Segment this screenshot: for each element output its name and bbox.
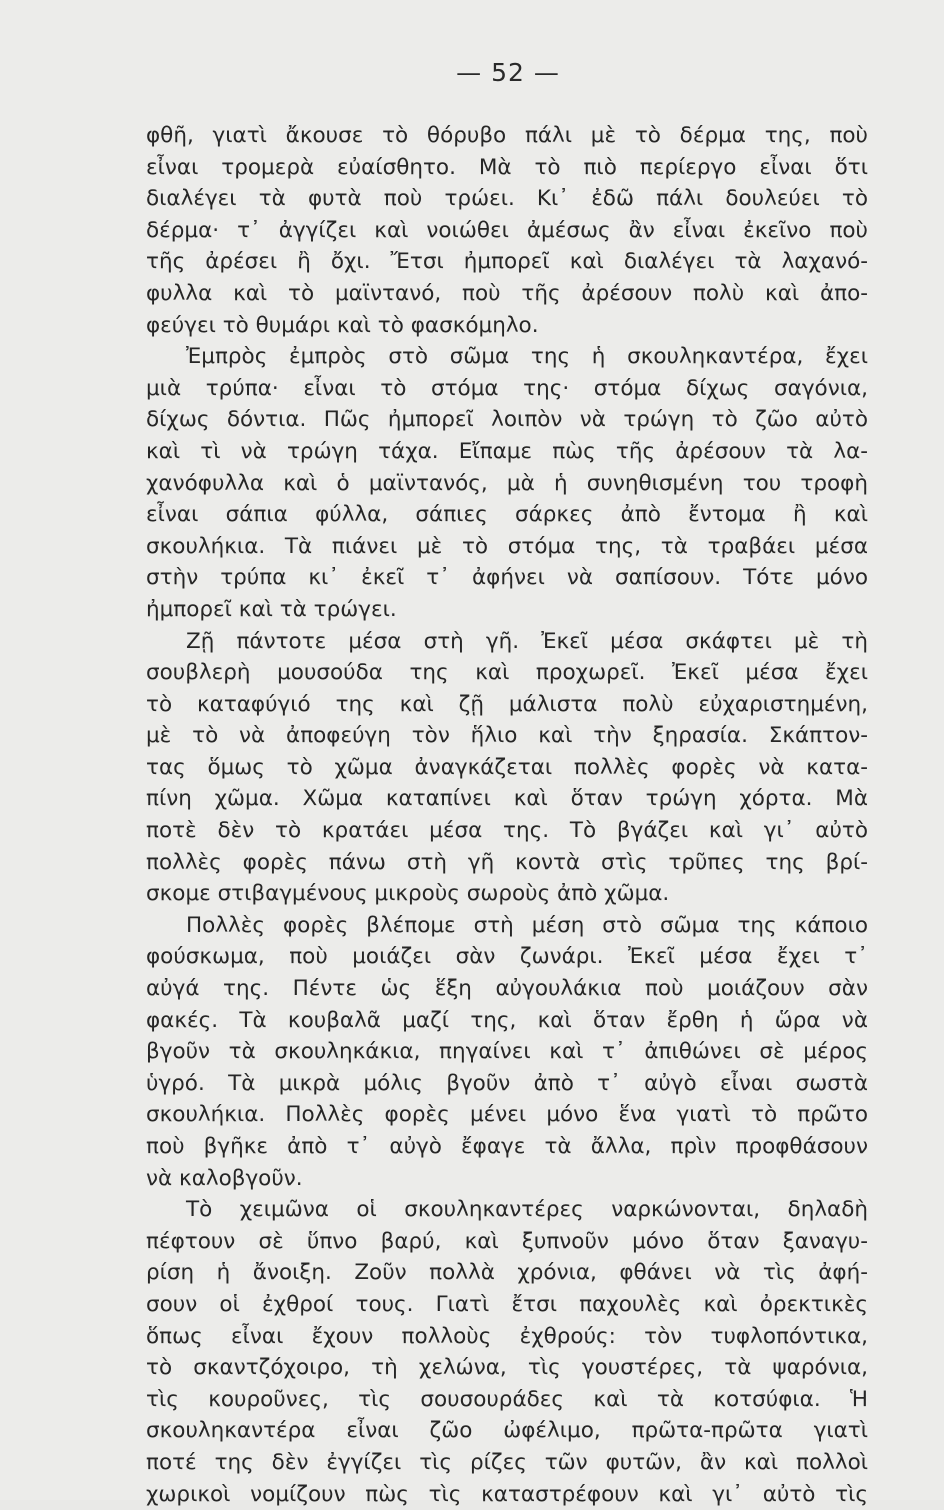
text-line: πέφτουν σὲ ὕπνο βαρύ, καὶ ξυπνοῦν μόνο ὅταν ξαναγυ- — [146, 1228, 868, 1254]
text-line: χωρικοὶ νομίζουν πὼς τὶς καταστρέφουν καὶ γι᾿ αὐτὸ τὶς — [146, 1481, 868, 1507]
text-line: μὲ τὸ νὰ ἀποφεύγη τὸν ἥλιο καὶ τὴν ξηρασία. Σκάπτον- — [146, 723, 868, 749]
text-line: Ἐμπρὸς ἐμπρὸς στὸ σῶμα της ἡ σκουληκαντέρα, ἔχει — [186, 344, 868, 370]
text-line: τὸ σκαντζόχοιρο, τὴ χελώνα, τὶς γουστέρες, τὰ ψαρόνια, — [146, 1355, 868, 1381]
text-line: νὰ καλοβγοῦν. — [146, 1165, 303, 1191]
text-line: Πολλὲς φορὲς βλέπομε στὴ μέση στὸ σῶμα της κάποιο — [186, 912, 868, 938]
text-line: φυλλα καὶ τὸ μαϊντανό, ποὺ τῆς ἀρέσουν πολὺ καὶ ἀπο- — [146, 280, 868, 306]
body-text — [146, 120, 868, 1510]
text-line: τὶς κουροῦνες, τὶς σουσουράδες καὶ τὰ κοτσύφια. Ἡ — [146, 1386, 868, 1412]
text-line: φεύγει τὸ θυμάρι καὶ τὸ φασκόμηλο. — [146, 312, 539, 338]
text-line: ρίση ἡ ἄνοιξη. Ζοῦν πολλὰ χρόνια, φθάνει νὰ τὶς ἀφή- — [146, 1260, 868, 1286]
text-line: σουβλερὴ μουσούδα της καὶ προχωρεῖ. Ἐκεῖ μέσα ἔχει — [146, 660, 868, 686]
text-line: ποὺ βγῆκε ἀπὸ τ᾿ αὐγὸ ἔφαγε τὰ ἄλλα, πρὶν προφθάσουν — [146, 1134, 868, 1159]
text-line: σκομε στιβαγμένους μικροὺς σωροὺς ἀπὸ χῶμα. — [146, 881, 670, 907]
text-line: τὸ καταφύγιό της καὶ ζῇ μάλιστα πολὺ εὐχαριστημένη, — [146, 691, 868, 717]
text-line: μιὰ τρύπα· εἶναι τὸ στόμα της· στόμα δίχως σαγόνια, — [146, 375, 868, 401]
paragraph-4 — [146, 910, 868, 1194]
text-line: σκουλήκια. Τὰ πιάνει μὲ τὸ στόμα της, τὰ τραβάει μέσα — [146, 533, 868, 559]
text-line: πίνη χῶμα. Χῶμα καταπίνει καὶ ὅταν τρώγη χόρτα. Μὰ — [146, 786, 868, 812]
text-line: σκουλήκια. Πολλὲς φορὲς μένει μόνο ἕνα γιατὶ τὸ πρῶτο — [146, 1102, 868, 1128]
text-line: σουν οἱ ἐχθροί τους. Γιατὶ ἔτσι παχουλὲς καὶ ὀρεκτικὲς — [146, 1291, 868, 1317]
text-line: σκουληκαντέρα εἶναι ζῶο ὠφέλιμο, πρῶτα-πρῶτα γιατὶ — [146, 1418, 868, 1444]
text-line: εἶναι τρομερὰ εὐαίσθητο. Μὰ τὸ πιὸ περίεργο εἶναι ὅτι — [146, 154, 868, 180]
text-line: Τὸ χειμῶνα οἱ σκουληκαντέρες ναρκώνονται, δηλαδὴ — [186, 1197, 868, 1223]
paragraph-1 — [146, 120, 868, 341]
text-line: χανόφυλλα καὶ ὁ μαϊντανός, μὰ ἡ συνηθισμένη του τροφὴ — [146, 470, 868, 496]
text-line: τῆς ἀρέσει ἢ ὄχι. Ἔτσι ἠμπορεῖ καὶ διαλέγει τὰ λαχανό- — [146, 249, 868, 275]
page-number: — 52 — — [456, 58, 560, 87]
text-line: καὶ τὶ νὰ τρώγη τάχα. Εἴπαμε πὼς τῆς ἀρέσουν τὰ λα- — [146, 438, 868, 464]
text-line: φακές. Τὰ κουβαλᾶ μαζί της, καὶ ὅταν ἔρθη ἡ ὥρα νὰ — [146, 1007, 868, 1033]
paragraph-5 — [146, 1194, 868, 1510]
text-line: βγοῦν τὰ σκουληκάκια, πηγαίνει καὶ τ᾿ ἀπιθώνει σὲ μέρος — [146, 1039, 868, 1065]
text-line: ποτὲ δὲν τὸ κρατάει μέσα της. Τὸ βγάζει καὶ γι᾿ αὐτὸ — [146, 818, 868, 844]
paragraph-2 — [146, 341, 868, 625]
text-line: ὑγρό. Τὰ μικρὰ μόλις βγοῦν ἀπὸ τ᾿ αὐγὸ εἶναι σωστὰ — [146, 1070, 868, 1096]
paragraph-3 — [146, 626, 868, 910]
text-line: φθῆ, γιατὶ ἄκουσε τὸ θόρυβο πάλι μὲ τὸ δέρμα της, ποὺ — [146, 123, 868, 148]
text-line: πολλὲς φορὲς πάνω στὴ γῆ κοντὰ στὶς τρῦπες της βρί- — [146, 849, 868, 875]
text-line: δέρμα· τ᾿ ἀγγίζει καὶ νοιώθει ἀμέσως ἂν εἶναι ἐκεῖνο ποὺ — [146, 217, 868, 243]
text-line: στὴν τρύπα κι᾿ ἐκεῖ τ᾿ ἀφήνει νὰ σαπίσουν. Τότε μόνο — [146, 565, 868, 591]
text-line: τας ὅμως τὸ χῶμα ἀναγκάζεται πολλὲς φορὲς νὰ κατα- — [146, 754, 868, 780]
text-line: ὅπως εἶναι ἔχουν πολλοὺς ἐχθρούς: τὸν τυφλοπόντικα, — [146, 1323, 868, 1349]
text-line: δίχως δόντια. Πῶς ἠμπορεῖ λοιπὸν νὰ τρώγη τὸ ζῶο αὐτὸ — [146, 407, 868, 433]
text-line: διαλέγει τὰ φυτὰ ποὺ τρώει. Κι᾿ ἐδῶ πάλι δουλεύει τὸ — [146, 186, 868, 212]
text-line: ἠμπορεῖ καὶ τὰ τρώγει. — [146, 596, 397, 622]
text-line: εἶναι σάπια φύλλα, σάπιες σάρκες ἀπὸ ἔντομα ἢ καὶ — [146, 502, 868, 528]
text-line: ποτέ της δὲν ἐγγίζει τὶς ρίζες τῶν φυτῶν, ἂν καὶ πολλοὶ — [146, 1449, 868, 1475]
text-line: Ζῇ πάντοτε μέσα στὴ γῆ. Ἐκεῖ μέσα σκάφτει μὲ τὴ — [186, 628, 868, 654]
text-line: αὐγά της. Πέντε ὡς ἕξη αὐγουλάκια ποὺ μοιάζουν σὰν — [146, 976, 868, 1002]
text-line: φούσκωμα, ποὺ μοιάζει σὰν ζωνάρι. Ἐκεῖ μέσα ἔχει τ᾿ — [146, 944, 868, 970]
